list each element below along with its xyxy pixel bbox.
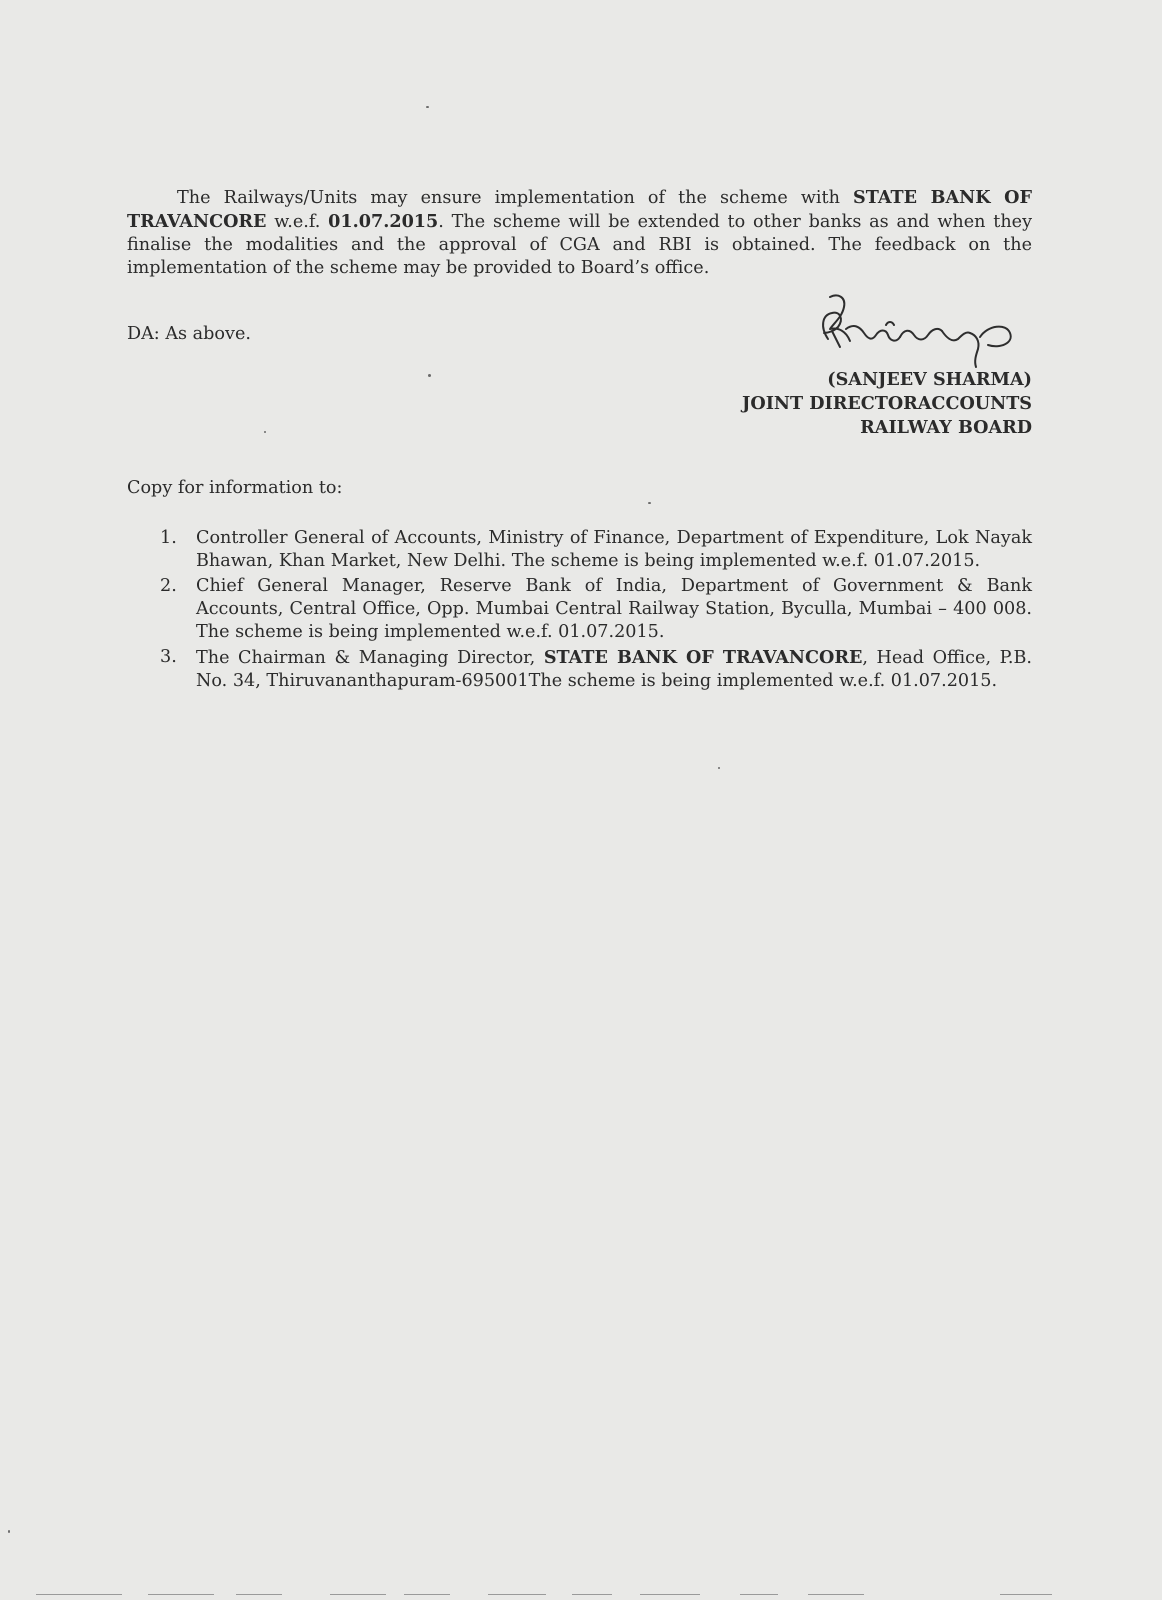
body-text-1: The Railways/Units may ensure implementation of the scheme with	[177, 188, 854, 208]
footer-rule	[404, 1594, 450, 1595]
scan-speck	[8, 1530, 10, 1533]
signatory-designation: JOINT DIRECTORACCOUNTS	[742, 393, 1032, 414]
list-item-text: Chief General Manager, Reserve Bank of India, Department of Government & Bank Accounts, Central Office, Opp. Mumbai Central Railway Station, Byculla, Mumbai – 400 008. The scheme is being implemented w.e.f. 01.07.2015.	[196, 576, 1032, 642]
copy-heading: Copy for information to:	[127, 478, 343, 498]
scan-speck	[648, 502, 651, 504]
list-item	[160, 575, 1032, 644]
bank-name-bold: STATE BANK OF TRAVANCORE	[127, 187, 1033, 232]
list-item-number: 3.	[160, 647, 177, 667]
body-paragraph	[127, 186, 1032, 280]
signatory-office: RAILWAY BOARD	[860, 417, 1032, 438]
footer-rule	[236, 1594, 282, 1595]
footer-rule	[640, 1594, 700, 1595]
body-text-3: . The scheme will be extended to other banks as and when they finalise the modalities and the approval of CGA and RBI is obtained. The feedback on the implementation of the scheme may be provided to Board’s office.	[127, 212, 1033, 278]
list-item	[160, 646, 1032, 693]
scan-speck	[264, 431, 266, 433]
enclosure-note: DA: As above.	[127, 324, 251, 344]
footer-rule	[572, 1594, 612, 1595]
list-item-text-1: The Chairman & Managing Director,	[196, 648, 544, 668]
signatory-name: (SANJEEV SHARMA)	[827, 369, 1032, 390]
scan-speck	[426, 106, 429, 108]
footer-rule	[488, 1594, 546, 1595]
footer-rule	[740, 1594, 778, 1595]
handwritten-signature	[810, 289, 1018, 369]
signatory-block	[742, 368, 1032, 440]
footer-rule	[148, 1594, 214, 1595]
list-item-text: Controller General of Accounts, Ministry of Finance, Department of Expenditure, Lok Nayak Bhawan, Khan Market, New Delhi. The scheme is being implemented w.e.f. 01.07.2015.	[196, 528, 1032, 571]
list-item-text-2: , Head Office, P.B. No. 34, Thiruvananthapuram-695001The scheme is being implemented w.e.f. 01.07.2015.	[196, 648, 1033, 691]
copy-list	[160, 527, 1032, 695]
footer-rule	[1000, 1594, 1052, 1595]
list-item-text	[196, 648, 1032, 691]
scan-speck	[718, 767, 720, 769]
list-item	[160, 527, 1032, 573]
scan-speck	[428, 374, 431, 377]
list-item-number: 2.	[160, 576, 177, 596]
footer-rule	[36, 1594, 122, 1595]
list-item-bank-bold: STATE BANK OF TRAVANCORE	[543, 647, 863, 668]
footer-rule	[808, 1594, 864, 1595]
footer-rule	[330, 1594, 386, 1595]
list-item-number: 1.	[160, 528, 177, 548]
effective-date-bold: 01.07.2015	[328, 211, 439, 232]
body-text-2: w.e.f.	[266, 212, 329, 232]
